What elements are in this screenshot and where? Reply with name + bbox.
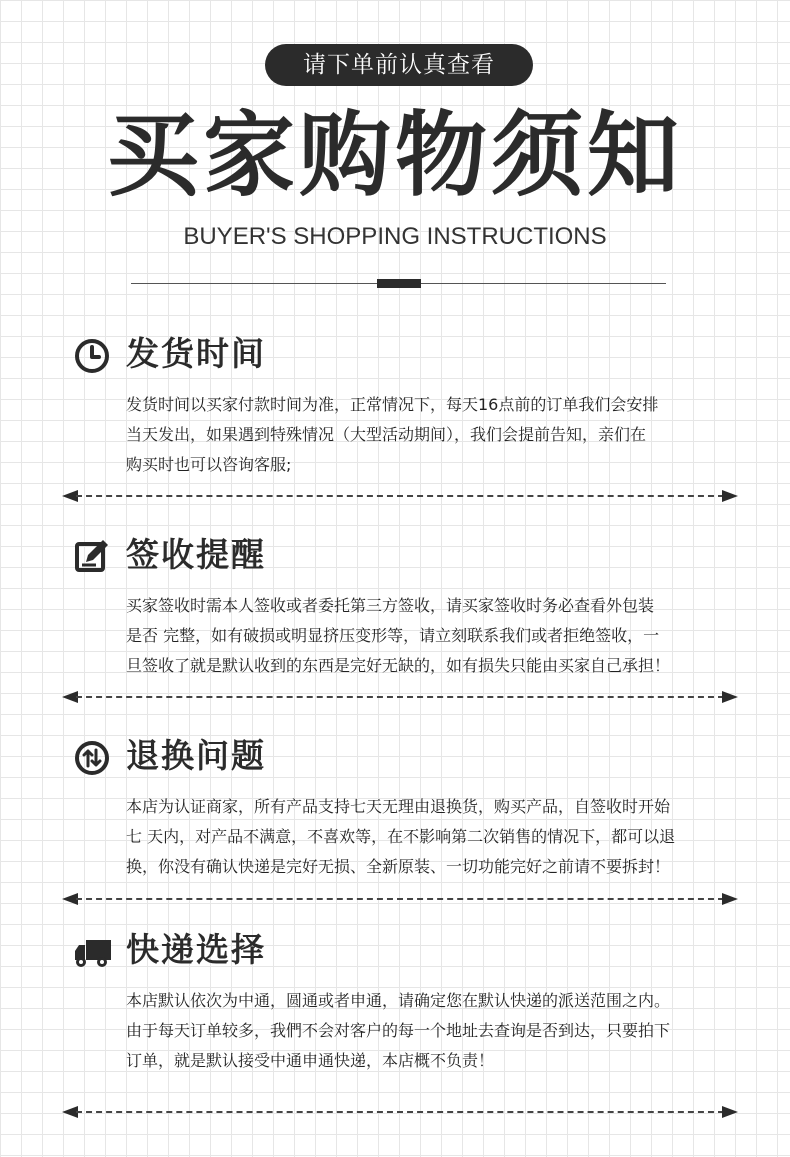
dashed-divider [62, 489, 738, 503]
body-line: 订单，就是默认接受中通申通快递，本店概不负责！ [126, 1051, 495, 1070]
body-line: 当天发出，如果遇到特殊情况（大型活动期间），我们会提前告知，亲们在 [126, 425, 647, 444]
body-line: 本店默认依次为中通，圆通或者申通，请确定您在默认快递的派送范围之内。 [126, 991, 671, 1010]
body-line: 购买时也可以咨询客服; [126, 455, 292, 474]
title-divider-bar [377, 279, 421, 288]
notice-pill: 请下单前认真查看 [265, 44, 533, 86]
section-body [126, 591, 746, 681]
section-body [126, 390, 746, 480]
body-line: 七 天内，对产品不满意，不喜欢等，在不影响第二次销售的情况下，都可以退 [126, 827, 676, 846]
sign-edit-icon [74, 538, 110, 574]
page-title: 买家购物须知 [106, 102, 683, 209]
section-body [126, 792, 746, 882]
body-line: 本店为认证商家，所有产品支持七天无理由退换货，购买产品，自签收时开始 [126, 797, 671, 816]
clock-icon [74, 338, 110, 374]
body-line: 换，你没有确认快递是完好无损、全新原装、一切功能完好之前请不要拆封！ [126, 857, 671, 876]
exchange-icon [74, 740, 110, 776]
section-title: 发货时间 [126, 334, 266, 373]
dashed-divider [62, 690, 738, 704]
body-line: 买家签收时需本人签收或者委托第三方签收，请买家签收时务必查看外包装 [126, 596, 655, 615]
section-title: 签收提醒 [126, 535, 266, 574]
body-line: 发货时间以买家付款时间为准，正常情况下，每天16点前的订单我们会安排 [126, 395, 659, 414]
page-subtitle: BUYER'S SHOPPING INSTRUCTIONS [183, 223, 607, 250]
section-title: 退换问题 [126, 736, 266, 775]
arrow-right-icon [722, 1106, 738, 1118]
arrow-right-icon [722, 691, 738, 703]
arrow-right-icon [722, 893, 738, 905]
section-title: 快递选择 [126, 930, 266, 969]
dashed-divider [62, 1105, 738, 1119]
section-body [126, 986, 746, 1076]
body-line: 是否 完整，如有破损或明显挤压变形等，请立刻联系我们或者拒绝签收，一 [126, 626, 660, 645]
body-line: 旦签收了就是默认收到的东西是完好无缺的，如有损失只能由买家自己承担！ [126, 656, 671, 675]
truck-icon [74, 934, 112, 970]
body-line: 由于每天订单较多，我們不会对客户的每一个地址去查询是否到达，只要拍下 [126, 1021, 671, 1040]
dashed-divider [62, 892, 738, 906]
arrow-right-icon [722, 490, 738, 502]
